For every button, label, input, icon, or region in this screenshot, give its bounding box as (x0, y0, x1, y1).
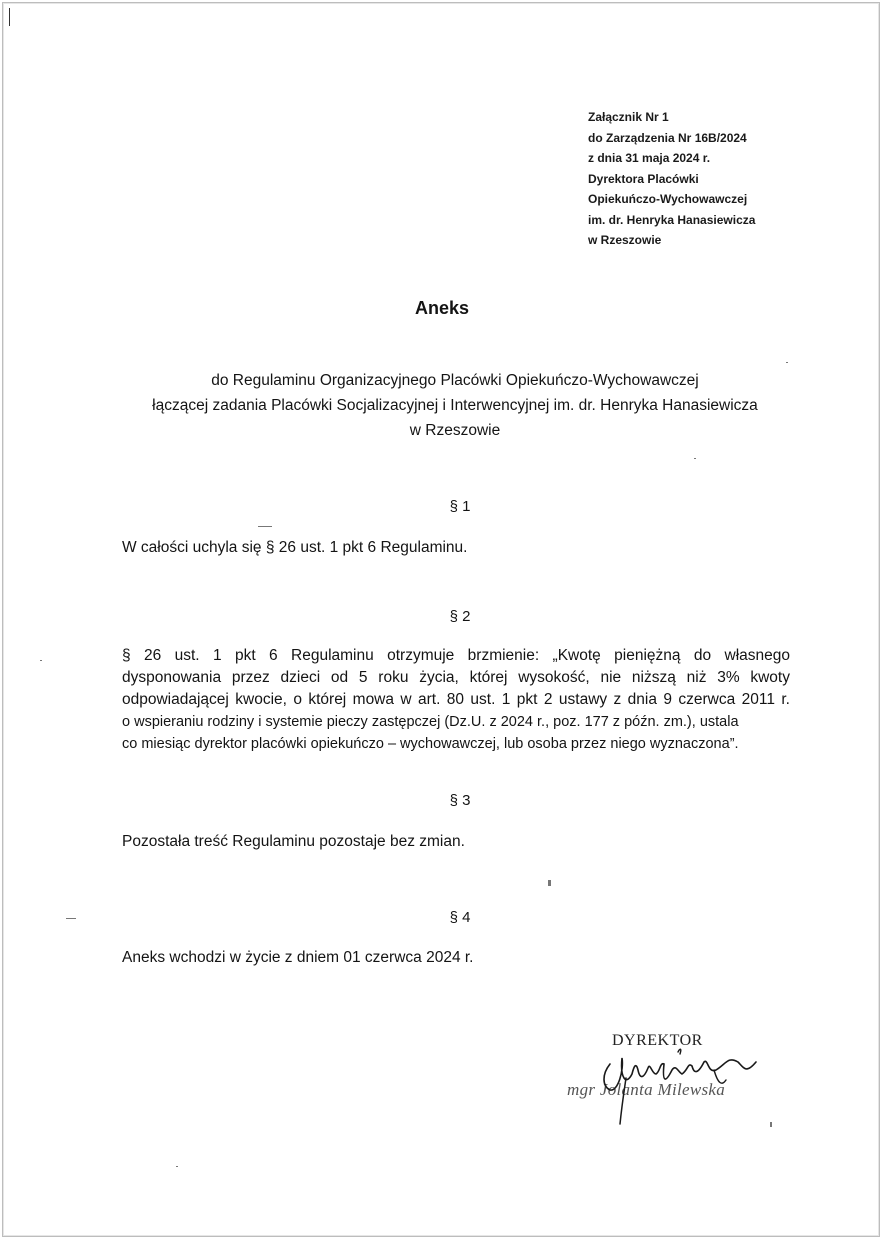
attachment-line: z dnia 31 maja 2024 r. (588, 151, 711, 165)
attachment-line: im. dr. Henryka Hanasiewicza (588, 212, 756, 227)
scan-speck (258, 526, 272, 527)
attachment-line: Opiekuńczo-Wychowawczej (588, 192, 748, 206)
section-2-line: o wspieraniu rodziny i systemie pieczy zastępczej (Dz.U. z 2024 r., poz. 177 z późn. zm.), ustala (122, 714, 739, 730)
document-title: Aneks (414, 298, 470, 318)
scan-mark (9, 8, 10, 26)
section-3-text: Pozostała treść Regulaminu pozostaje bez zmian. (122, 833, 465, 850)
section-4-heading: § 4 (449, 909, 471, 926)
section-2-line: co miesiąc dyrektor placówki opiekuńczo – wychowawczej, lub osoba przez niego wyznaczona”. (122, 736, 739, 752)
scan-speck (548, 880, 551, 886)
section-3-heading: § 3 (449, 792, 471, 809)
attachment-line: Dyrektora Placówki (588, 171, 699, 186)
handwritten-signature (596, 1040, 766, 1130)
attachment-line: w Rzeszowie (588, 233, 662, 247)
section-1-text: W całości uchyla się § 26 ust. 1 pkt 6 Regulaminu. (122, 539, 468, 556)
scan-speck (770, 1122, 772, 1127)
scan-speck (66, 918, 76, 919)
attachment-header (588, 107, 755, 251)
stamp-name: mgr Jolanta Milewska (567, 1080, 726, 1099)
section-2-heading: § 2 (449, 608, 471, 625)
subtitle-line: łączącej zadania Placówki Socjalizacyjnej i Interwencyjnej im. dr. Henryka Hanasiewicza (152, 397, 758, 414)
section-1-heading: § 1 (449, 498, 471, 515)
scan-speck (176, 1166, 178, 1167)
section-4-text: Aneks wchodzi w życie z dniem 01 czerwca 2024 r. (122, 949, 474, 966)
section-2-line: dysponowania przez dzieci od 5 roku życia, której wysokość, nie niższą niż 3% kwoty (122, 669, 790, 686)
attachment-line: Załącznik Nr 1 (588, 110, 669, 124)
document-subtitle (100, 368, 810, 443)
subtitle-line: w Rzeszowie (409, 422, 501, 439)
section-2-line: odpowiadającej kwocie, o której mowa w art. 80 ust. 1 pkt 2 ustawy z dnia 9 czerwca 2011 r. (122, 691, 790, 708)
scan-speck (694, 458, 696, 459)
subtitle-line: do Regulaminu Organizacyjnego Placówki Opiekuńczo-Wychowawczej (211, 372, 699, 389)
stamp-title: DYREKTOR (612, 1032, 703, 1049)
section-2-text (122, 645, 790, 755)
section-2-line: § 26 ust. 1 pkt 6 Regulaminu otrzymuje brzmienie: „Kwotę pieniężną do własnego (122, 647, 790, 664)
attachment-line: do Zarządzenia Nr 16B/2024 (588, 130, 747, 145)
scan-speck (786, 362, 788, 363)
scan-speck (40, 660, 42, 661)
